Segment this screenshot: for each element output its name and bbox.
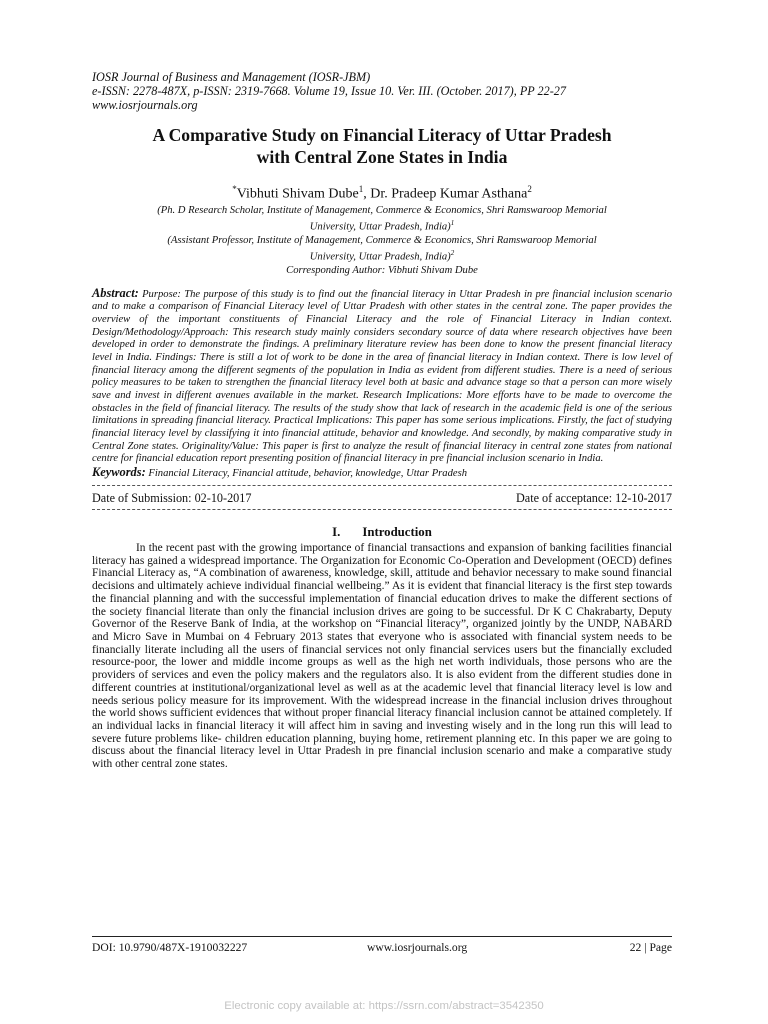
author-2: Dr. Pradeep Kumar Asthana: [370, 186, 528, 202]
section-title: Introduction: [362, 524, 432, 539]
abstract-label: Abstract:: [92, 285, 139, 300]
corresponding-author: Corresponding Author: Vibhuti Shivam Dube: [286, 264, 478, 276]
corresponding-star: *: [232, 184, 237, 194]
paper-title: [92, 124, 672, 168]
introduction-paragraph: In the recent past with the growing importance of financial transactions and expansion of banking facilities financial literacy has gained a widespread importance. The Organization for Economic Co-Operation and Development (OECD) defines Financial Literacy as, “A combination of awareness, knowledge, skill, attitude and behavior necessary to make sound financial decisions and ultimately achieve individual financial wellbeing.” As it is evident that financial literacy is the first step towards the financial planning and with the successful implementation of financial education drives to make the different sections of the society financial literate than only the financial inclusion drives are going to be successful. Dr K C Chakrabarty, Deputy Governor of the Reserve Bank of India, at the workshop on “Financial literacy”, organized jointly by the UNDP, NABARD and Micro Save in Mumbai on 4 February 2013 states that everyone who is associated with financial system needs to be financially literate including all the users of financial services not only financial services users but the financially excluded resource-poor, the lower and middle income groups as well as the high net worth individuals, those persons who are the providers of services and even the policy makers and the regulators also. It is also evident from the different studies done in different countries at institutional/organizational level as well as at the academic level that financial literacy level is low and needs serious policy measure for its improvement. With the widespread increase in the financial inclusion drives throughout the world shows sufficient evidences that without proper financial literacy financial inclusion cannot be attained completely. If an individual lacks in financial literacy it will affect him in saving and investing wisely and in the long run this will lead to severe future problems like- children education planning, buying home, retirement planning etc. In this paper we are going to discuss about the financial literacy level in Uttar Pradesh in pre financial inclusion scenario and make a comparative study with other central zone states.: [92, 541, 672, 771]
author-1-sup: 1: [358, 184, 364, 194]
author-1: Vibhuti Shivam Dube: [236, 186, 359, 202]
author-separator: ,: [363, 186, 371, 202]
abstract: [92, 287, 672, 466]
paper-title-line-1: A Comparative Study on Financial Literacy of Uttar Pradesh: [152, 125, 612, 145]
dates-row: [92, 490, 672, 506]
section-heading: [92, 524, 672, 540]
dashed-divider-top: [92, 485, 672, 486]
dashed-divider-bottom: [92, 509, 672, 510]
footer-page-number: 22 | Page: [629, 941, 672, 954]
paper-page: [92, 70, 672, 771]
paper-title-line-2: with Central Zone States in India: [256, 147, 508, 167]
keywords-text: Financial Literacy, Financial attitude, behavior, knowledge, Uttar Pradesh: [145, 467, 468, 479]
affiliation-1-sup: 1: [450, 218, 455, 227]
footer-rule: [92, 936, 672, 937]
footer-site[interactable]: www.iosrjournals.org: [367, 941, 468, 954]
affiliation-1-line-1: (Ph. D Research Scholar, Institute of Management, Commerce & Economics, Shri Ramswaroop Memorial: [157, 204, 607, 216]
affiliation-2-line-2: [92, 247, 672, 264]
affiliation-1-text: University, Uttar Pradesh, India): [309, 221, 451, 233]
footer-doi: DOI: 10.9790/487X-1910032227: [92, 941, 248, 954]
submission-date: Date of Submission: 02-10-2017: [92, 490, 252, 505]
affiliation-1-line-2: [92, 217, 672, 234]
keywords: [92, 466, 672, 480]
affiliations: [92, 204, 672, 277]
acceptance-date: Date of acceptance: 12-10-2017: [516, 490, 672, 505]
journal-name: IOSR Journal of Business and Management (IOSR-JBM): [92, 70, 371, 84]
affiliation-2-sup: 2: [450, 248, 455, 257]
journal-issn: e-ISSN: 2278-487X, p-ISSN: 2319-7668. Volume 19, Issue 10. Ver. III. (October. 2017), PP 22-27: [92, 84, 566, 98]
keywords-label: Keywords:: [92, 464, 146, 479]
ssrn-watermark[interactable]: Electronic copy available at: https://ssrn.com/abstract=3542350: [224, 1000, 544, 1012]
affiliation-2-line-1: (Assistant Professor, Institute of Management, Commerce & Economics, Shri Ramswaroop Memorial: [167, 234, 597, 246]
abstract-text: Purpose: The purpose of this study is to find out the financial literacy in Uttar Pradesh in pre financial inclusion scenario and to make a comparison of Financial Literacy level of Uttar Pradesh with other states in the central zone. The paper provides the overview of the important constituents of Financial Literacy and the role of Financial Literacy in Indian context. Design/Methodology/Approach: This research study mainly considers secondary source of data where research objectives have been developed in order to demonstrate the findings. A preliminary literature review has been done to know the present financial literacy level in India. Findings: There is still a lot of work to be done in the area of financial literacy in Indian context. There is low level of financial literacy among the different segments of the population in India as evident from different studies. There is a need of serious policy measures to be taken to strengthen the financial literacy level both at basic and advance stage so that a person can more wisely save and invest in different avenues available in the market. Research Implications: More efforts have to be made to overcome the obstacles in the field of financial literacy. The results of the study show that lack of research in the academic field is one of the serious limitations in spreading financial literacy. Practical Implications: This paper has some serious implications. Firstly, the fact of studying financial literacy level by classifying it into financial attitude, behavior and knowledge. And secondly, by making comparative study in Central Zone states. Originality/Value: This paper is first to analyze the result of financial literacy in central zone states from national centre for financial education report presenting position of financial literacy in pre financial inclusion scenario in India.: [92, 288, 672, 465]
affiliation-2-text: University, Uttar Pradesh, India): [309, 251, 451, 263]
section-number: I.: [332, 524, 341, 539]
journal-site[interactable]: www.iosrjournals.org: [92, 98, 198, 112]
authors: [92, 180, 672, 204]
author-2-sup: 2: [527, 184, 532, 194]
